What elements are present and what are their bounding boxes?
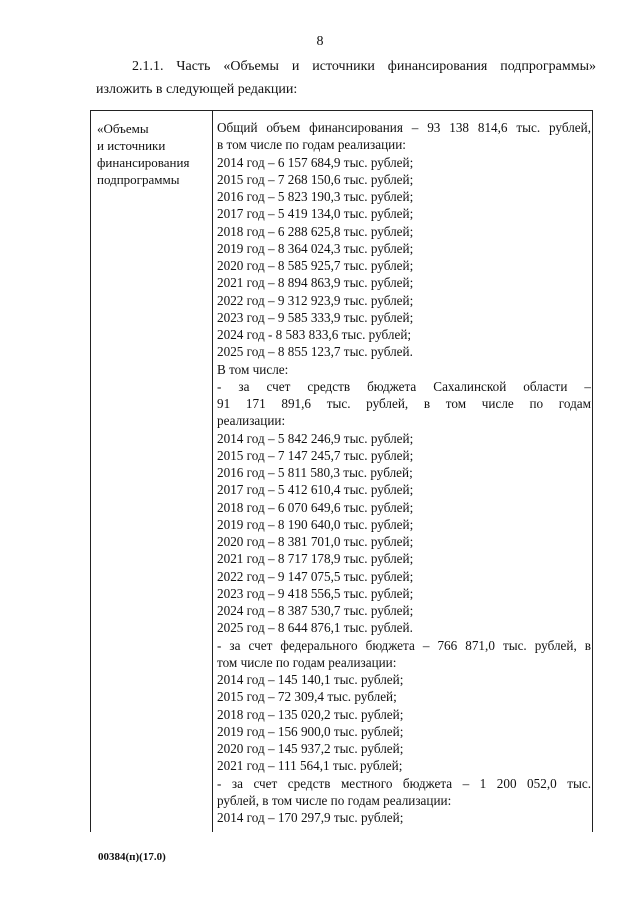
intro-line-2: изложить в следующей редакции: [96,82,298,97]
value-line: - за счет федерального бюджета – 766 871,0 тыс. рублей, в [217,637,591,653]
label-line: «Объемы [97,121,149,136]
value-line: 2019 год – 8 190 640,0 тыс. рублей; [217,516,414,532]
value-line: реализации: [217,413,286,429]
value-line: рублей, в том числе по годам реализации: [217,792,452,808]
value-line: 2024 год – 8 387 530,7 тыс. рублей; [217,603,414,618]
value-line: 2017 год – 5 412 610,4 тыс. рублей; [217,482,414,498]
value-line: 2014 год – 145 140,1 тыс. рублей; [217,672,404,687]
value-line: 2018 год – 135 020,2 тыс. рублей; [217,706,404,722]
value-line: - за счет средств местного бюджета – 1 200 052,0 тыс. [217,775,591,791]
value-line: 2023 год – 9 585 333,9 тыс. рублей; [217,309,414,325]
value-line: 2020 год – 8 585 925,7 тыс. рублей; [217,258,414,273]
value-line: 2018 год – 6 288 625,8 тыс. рублей; [217,223,414,239]
value-line: 2020 год – 145 937,2 тыс. рублей; [217,741,404,756]
label-line: подпрограммы [97,172,180,187]
value-line: 2014 год – 170 297,9 тыс. рублей; [217,810,404,825]
value-line: 2025 год – 8 855 123,7 тыс. рублей. [217,344,413,360]
value-line: 2021 год – 8 717 178,9 тыс. рублей; [217,551,414,567]
value-line: 2021 год – 8 894 863,9 тыс. рублей; [217,275,414,291]
value-line: 2020 год – 8 381 701,0 тыс. рублей; [217,534,414,549]
label-line: финансирования [97,155,190,170]
value-line: 2021 год – 111 564,1 тыс. рублей; [217,758,403,774]
funding-table [90,110,593,832]
value-line: 2018 год – 6 070 649,6 тыс. рублей; [217,499,414,515]
value-line: 2016 год – 5 811 580,3 тыс. рублей; [217,465,413,480]
value-line: 2019 год – 156 900,0 тыс. рублей; [217,723,404,739]
value-line: в том числе по годам реализации: [217,137,406,153]
page-number: 8 [316,34,324,49]
table-label-cell [97,120,207,188]
value-line: 91 171 891,6 тыс. рублей, в том числе по годам [217,396,591,411]
value-line: 2015 год – 72 309,4 тыс. рублей; [217,689,397,705]
value-line: 2025 год – 8 644 876,1 тыс. рублей. [217,620,413,636]
value-line: 2017 год – 5 419 134,0 тыс. рублей; [217,206,414,222]
value-line: 2014 год – 5 842 246,9 тыс. рублей; [217,430,414,446]
value-line: том числе по годам реализации: [217,654,397,670]
value-line: 2024 год - 8 583 833,6 тыс. рублей; [217,327,412,342]
label-line: и источники [97,138,166,153]
value-line: 2015 год – 7 147 245,7 тыс. рублей; [217,447,414,463]
value-line: 2023 год – 9 418 556,5 тыс. рублей; [217,585,414,601]
value-line: 2022 год – 9 312 923,9 тыс. рублей; [217,292,414,308]
value-line: В том числе: [217,361,289,377]
value-line: Общий объем финансирования – 93 138 814,6 тыс. рублей, [217,120,591,135]
value-line: 2014 год – 6 157 684,9 тыс. рублей; [217,154,414,170]
value-line: 2016 год – 5 823 190,3 тыс. рублей; [217,189,414,204]
column-divider [212,111,213,832]
value-line: 2015 год – 7 268 150,6 тыс. рублей; [217,171,414,187]
table-value-cell [217,119,591,826]
value-line: 2019 год – 8 364 024,3 тыс. рублей; [217,240,414,256]
value-line: 2022 год – 9 147 075,5 тыс. рублей; [217,568,414,584]
value-line: - за счет средств бюджета Сахалинской области – [217,378,591,394]
intro-line-1: 2.1.1. Часть «Объемы и источники финансирования подпрограммы» [132,59,596,74]
document-code: 00384(п)(17.0) [98,851,166,863]
